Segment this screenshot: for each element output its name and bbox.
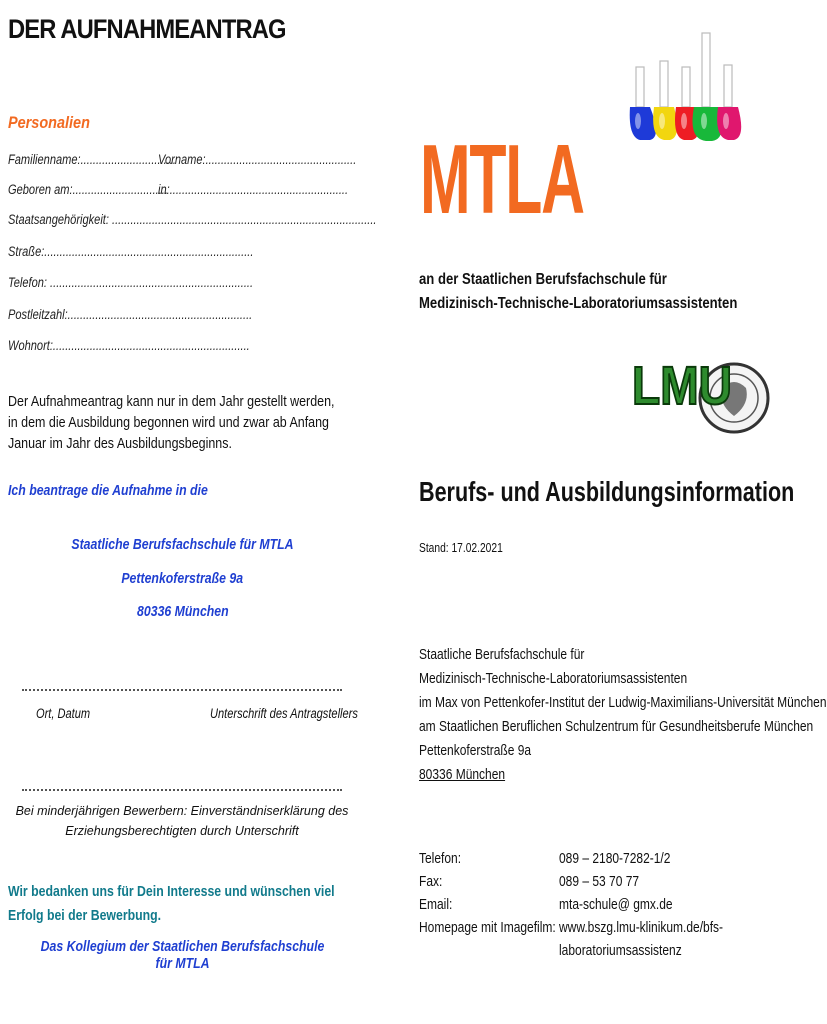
closing-signoff: Das Kollegium der Staatlichen Berufsfachschule für MTLA	[40, 938, 325, 972]
guardian-signature-line	[22, 789, 342, 791]
school-line-2: Medizinisch-Technische-Laboratoriumsassistenten	[419, 295, 738, 312]
field-postleitzahl: Postleitzahl:............................................................	[8, 307, 253, 322]
application-school: Staatliche Berufsfachschule für MTLA	[71, 536, 294, 553]
contact-value: www.bszg.lmu-klinikum.de/bfs-	[559, 919, 724, 936]
contact-value: 089 – 53 70 77	[559, 873, 640, 890]
field-telefon: Telefon: ..................................................................	[8, 275, 254, 290]
school-name-short	[419, 268, 737, 316]
address-line: Medizinisch-Technische-Laboratoriumsassistenten	[419, 670, 688, 687]
contact-value: 089 – 2180-7282-1/2	[559, 850, 671, 867]
field-strasse: Straße:....................................................................	[8, 244, 254, 259]
guardian-note: Bei minderjährigen Bewerbern: Einverständniserklärung des Erziehungsberechtigten durch Unterschrift	[15, 804, 349, 838]
page-title: DER AUFNAHMEANTRAG	[8, 14, 286, 44]
address-line: am Staatlichen Beruflichen Schulzentrum für Gesundheitsberufe München	[419, 718, 814, 735]
intro-text: Der Aufnahmeantrag kann nur in dem Jahr gestellt werden, in dem die Ausbildung begonnen wird und zwar ab Anfang Januar im Jahr des Ausbildungsbeginns.	[8, 394, 335, 452]
address-line: Staatliche Berufsfachschule für	[419, 646, 585, 663]
lmu-logo	[630, 336, 755, 441]
field-geboren-am: Geboren am:...............................	[8, 182, 168, 197]
contact-label: Telefon:	[419, 850, 462, 867]
stand-date: Stand: 17.02.2021	[419, 541, 503, 555]
contact-label: Fax:	[419, 873, 443, 890]
school-address	[419, 643, 827, 787]
mtla-logo-text: MTLA	[420, 124, 584, 234]
address-line: im Max von Pettenkofer-Institut der Ludwig-Maximilians-Universität München	[419, 694, 827, 711]
info-heading: Berufs- und Ausbildungsinformation	[419, 476, 795, 507]
lmu-logo-text: LMU	[632, 356, 732, 416]
field-geburtsort: in:..........................................................	[158, 182, 349, 197]
field-familienname: Familienname:...............................	[8, 152, 176, 167]
label-ort-datum: Ort, Datum	[36, 706, 91, 721]
field-staatsangehoerigkeit: Staatsangehörigkeit: ......................................................................................	[8, 212, 377, 227]
field-wohnort: Wohnort:................................................................	[8, 338, 250, 353]
contact-label: Email:	[419, 896, 453, 913]
field-vorname: Vorname:.................................................	[158, 152, 357, 167]
address-line: 80336 München	[419, 766, 506, 783]
contact-value: mta-schule@ gmx.de	[559, 896, 673, 913]
section-heading-personalien: Personalien	[8, 113, 90, 132]
application-city: 80336 München	[136, 603, 229, 620]
thanks-text: Wir bedanken uns für Dein Interesse und wünschen viel Erfolg bei der Bewerbung.	[8, 883, 335, 924]
signature-line	[22, 689, 342, 691]
address-line: Pettenkoferstraße 9a	[419, 742, 532, 759]
contact-value: laboratoriumsassistenz	[559, 942, 682, 959]
label-unterschrift-antragsteller: Unterschrift des Antragstellers	[210, 706, 358, 721]
school-line-1: an der Staatlichen Berufsfachschule für	[419, 271, 667, 288]
application-street: Pettenkoferstraße 9a	[121, 570, 244, 587]
application-heading: Ich beantrage die Aufnahme in die	[8, 482, 208, 499]
contact-label: Homepage mit Imagefilm:	[419, 919, 556, 936]
lab-flasks-icon	[620, 25, 750, 150]
